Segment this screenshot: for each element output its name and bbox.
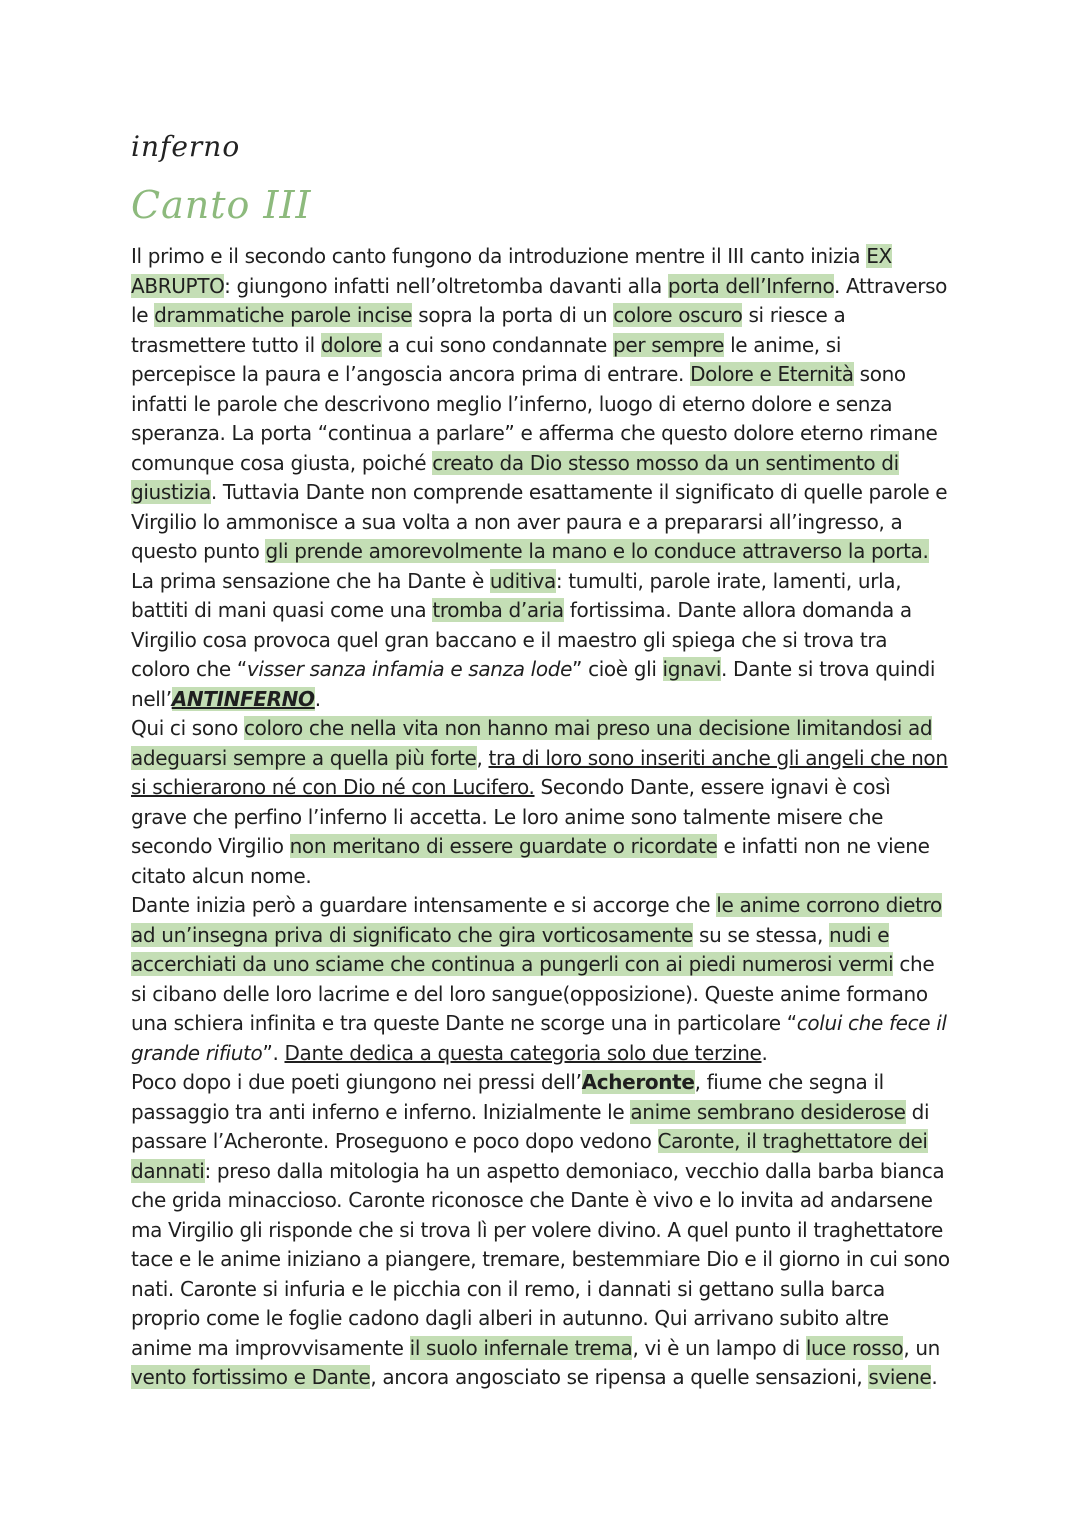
text-run: : preso dalla mitologia ha un aspetto demoniaco, vecchio dalla barba bianca che grida minaccioso. Caronte riconosce che Dante è vivo e lo invita ad andarsene ma Virgilio gli risponde che si trova lì per volere divino. A quel punto il traghettatore tace e le anime iniziano a piangere, tremare, bestemmiare Dio e il giorno in cui sono nati. Caronte si infuria e le picchia con il remo, i dannati si gettano sulla barca proprio come le foglie cadono dagli alberi in autunno. Qui arrivano subito altre anime ma improvvisamente (131, 1158, 950, 1360)
text-run: , vi è un lampo di (632, 1335, 806, 1360)
text-run: , ancora angosciato se ripensa a quelle sensazioni, (370, 1365, 869, 1389)
styled-text-run: coloro che nella vita non hanno mai preso una decisione limitandosi ad adeguarsi sempre a quella più forte (131, 716, 933, 770)
styled-text-run: anime sembrano desiderose (630, 1099, 906, 1124)
paragraph (131, 714, 951, 891)
styled-text-run: drammatiche parole incise (154, 303, 413, 327)
text-run: : giungono infatti nell’oltretomba davanti alla (224, 273, 668, 298)
styled-text-run: tromba d’aria (432, 598, 564, 622)
text-run: ”. (262, 1040, 285, 1065)
text-run: . (931, 1365, 938, 1389)
styled-text-run: Caronte, il traghettatore dei dannati (131, 1129, 928, 1183)
styled-text-run: Acheronte (581, 1070, 695, 1094)
styled-text-run: porta dell’Inferno (667, 273, 835, 298)
styled-text-run: colui che fece il grande rifiuto (131, 1011, 947, 1065)
text-run: Secondo Dante, essere ignavi è così grave che perfino l’inferno li accetta. Le loro anime sono talmente misere che secondo Virgilio (131, 775, 891, 858)
text-run: . Dante si trova quindi nell’ (131, 657, 936, 711)
text-run: le anime, si percepisce la paura e l’angoscia ancora prima di entrare. (131, 332, 842, 386)
text-run: ” cioè gli (572, 657, 663, 681)
text-run: Dante inizia però a guardare intensamente e si accorge che (131, 893, 717, 917)
styled-text-run: colore oscuro (613, 303, 743, 327)
text-run: sono infatti le parole che descrivono meglio l’inferno, luogo di eterno dolore e senza speranza. La porta “continua a parlare” e afferma che questo dolore eterno rimane comunque cosa giusta, poiché (131, 362, 938, 475)
styled-text-run: Dante dedica a questa categoria solo due terzine (284, 1040, 762, 1065)
styled-text-run: per sempre (613, 332, 725, 357)
styled-text-run: ANTINFERNO (171, 686, 315, 711)
styled-text-run: Dolore e Eternità (690, 362, 854, 386)
text-run: Il primo e il secondo canto fungono da introduzione mentre il III canto inizia (131, 244, 867, 268)
styled-text-run: le anime corrono dietro ad un’insegna priva di significato che gira vorticosamente (131, 893, 942, 947)
text-run: fortissima. Dante allora domanda a Virgilio cosa provoca quel gran baccano e il maestro gli spiega che si trova tra coloro che “ (131, 598, 912, 681)
text-run: di passare l’Acheronte. Proseguono e poco dopo vedono (131, 1099, 930, 1153)
subject-heading: inferno (131, 130, 241, 163)
text-run: e infatti non ne viene citato alcun nome. (131, 834, 930, 888)
text-run: , un (903, 1335, 940, 1360)
styled-text-run: nudi e accerchiati da uno sciame che continua a pungerli con ai piedi numerosi vermi (131, 922, 894, 976)
document-body (131, 242, 951, 1393)
text-run: su se stessa, (693, 922, 830, 947)
styled-text-run: sviene (868, 1365, 932, 1389)
styled-text-run: uditiva (489, 568, 556, 593)
text-run: sopra la porta di un (412, 303, 614, 327)
text-run: che si cibano delle loro lacrime e del loro sangue(opposizione). Queste anime formano una schiera infinita e tra queste Dante ne scorge una in particolare “ (131, 952, 935, 1035)
text-run: a cui sono condannate (381, 332, 614, 357)
styled-text-run: il suolo infernale trema (409, 1335, 633, 1360)
styled-text-run: non meritano di essere guardate o ricordate (289, 834, 718, 858)
paragraph (131, 1068, 951, 1393)
styled-text-run: luce rosso (805, 1335, 904, 1360)
styled-text-run: vento fortissimo e Dante (131, 1365, 371, 1389)
text-run: , (476, 745, 489, 770)
paragraph (131, 242, 951, 714)
text-run: : tumulti, parole irate, lamenti, urla, battiti di mani quasi come una (131, 568, 902, 622)
text-run: . Tuttavia Dante non comprende esattamente il significato di quelle parole e Virgilio lo ammonisce a sua volta a non aver paura e a prepararsi all’ingresso, a questo punto (131, 480, 948, 563)
text-run: Poco dopo i due poeti giungono nei pressi dell’ (131, 1070, 582, 1094)
text-run: . (314, 686, 321, 711)
styled-text-run: visser sanza infamia e sanza lode (246, 657, 573, 681)
styled-text-run: tra di loro sono inseriti anche gli angeli che non si schierarono né con Dio né con Lucifero. (131, 745, 948, 799)
text-run: . Attraverso le (131, 273, 948, 327)
paragraph (131, 891, 951, 1068)
text-run: Qui ci sono (131, 716, 244, 740)
styled-text-run: gli prende amorevolmente la mano e lo conduce attraverso la porta. (265, 539, 929, 563)
styled-text-run: dolore (320, 332, 382, 357)
text-run: . (761, 1040, 768, 1065)
page-title: Canto III (131, 183, 312, 227)
styled-text-run: ignavi (662, 657, 722, 681)
styled-text-run: creato da Dio stesso mosso da un sentimento di giustizia (131, 450, 899, 504)
text-run: La prima sensazione che ha Dante è (131, 568, 490, 593)
styled-text-run: EX ABRUPTO (131, 244, 892, 298)
text-run: , fiume che segna il passaggio tra anti inferno e inferno. Inizialmente le (131, 1070, 884, 1124)
text-run: si riesce a trasmettere tutto il (131, 303, 846, 357)
